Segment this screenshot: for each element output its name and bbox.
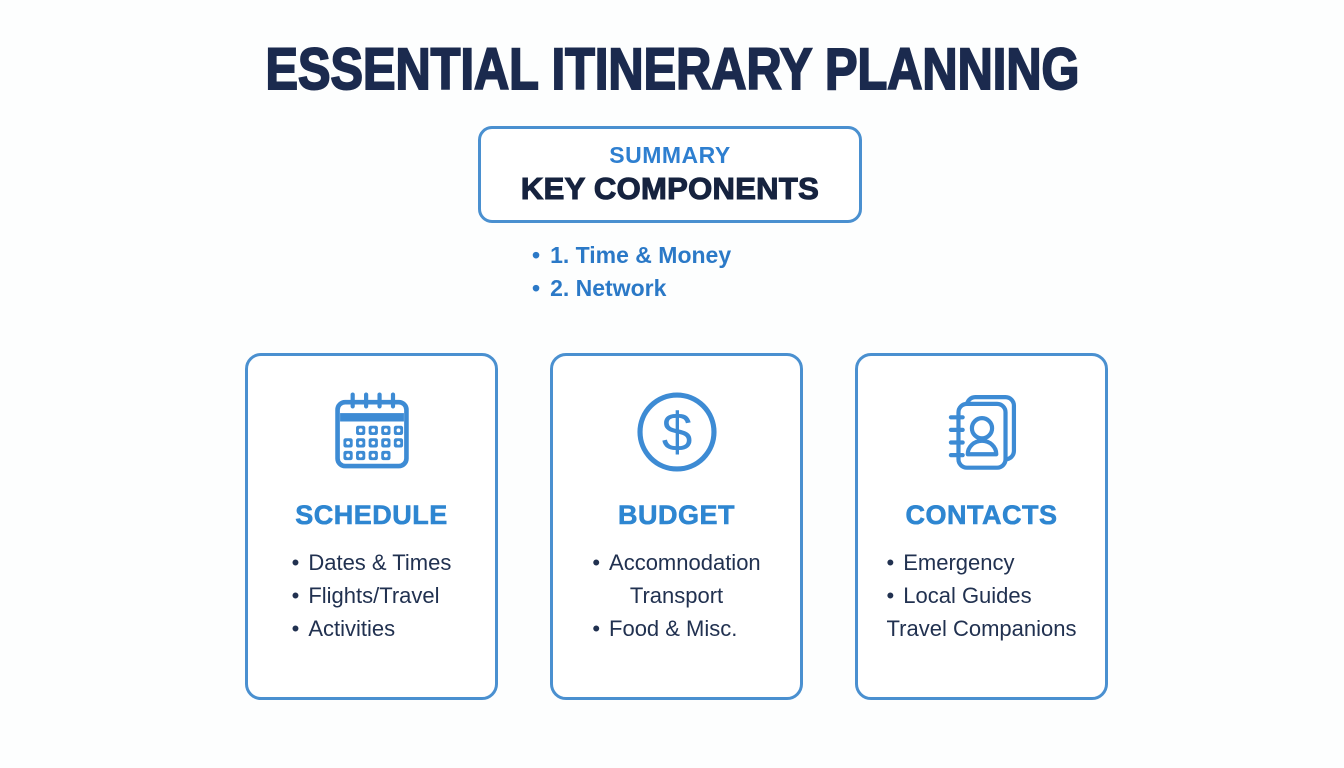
list-item-text: Accomnodation	[609, 550, 761, 575]
bullet-icon: •	[886, 550, 895, 575]
list-item	[592, 546, 760, 579]
card-contacts	[855, 353, 1108, 700]
card-list	[292, 546, 452, 645]
cards-row	[245, 353, 1108, 700]
card-budget	[550, 353, 803, 700]
page-title	[0, 36, 1344, 103]
summary-label: SUMMARY	[609, 142, 731, 168]
list-item-text: Local Guides	[903, 583, 1032, 608]
list-item	[887, 612, 1077, 645]
bullet-icon: •	[592, 616, 601, 641]
bullet-icon: •	[592, 550, 601, 575]
list-item	[592, 612, 760, 645]
bullet-icon: •	[532, 275, 541, 301]
list-item-text: Emergency	[903, 550, 1015, 575]
card-list	[887, 546, 1077, 645]
list-item-text: Transport	[629, 583, 724, 608]
contact-book-icon	[940, 390, 1024, 474]
summary-item-text: 2. Network	[550, 275, 667, 301]
page-title-text: ESSENTIAL ITINERARY PLANNING	[265, 37, 1079, 102]
bullet-icon: •	[532, 242, 541, 268]
dollar-circle-icon	[634, 390, 720, 474]
list-item-text: Flights/Travel	[308, 583, 440, 608]
list-item-text: Food & Misc.	[609, 616, 738, 641]
bullet-icon: •	[291, 550, 300, 575]
card-schedule	[245, 353, 498, 700]
card-list	[592, 546, 760, 645]
summary-item-text: 1. Time & Money	[550, 242, 732, 268]
list-item-text: Activities	[308, 616, 396, 641]
summary-list	[532, 239, 731, 305]
list-item	[292, 612, 452, 645]
list-item	[887, 579, 1077, 612]
list-item	[887, 546, 1077, 579]
list-item-text: Travel Companions	[886, 616, 1077, 641]
card-title-budget: BUDGET	[618, 500, 735, 530]
list-item	[592, 579, 760, 612]
summary-item	[532, 272, 731, 305]
summary-item	[532, 239, 731, 272]
summary-heading: KEY COMPONENTS	[520, 171, 820, 206]
list-item	[292, 579, 452, 612]
bullet-icon: •	[886, 583, 895, 608]
bullet-icon: •	[291, 583, 300, 608]
list-item	[292, 546, 452, 579]
summary-box	[478, 126, 862, 223]
list-item-text: Dates & Times	[308, 550, 452, 575]
card-title-schedule: SCHEDULE	[295, 500, 448, 530]
calendar-icon	[330, 390, 414, 474]
bullet-icon: •	[291, 616, 300, 641]
card-title-contacts: CONTACTS	[905, 500, 1058, 530]
svg-text:$: $	[661, 400, 692, 463]
